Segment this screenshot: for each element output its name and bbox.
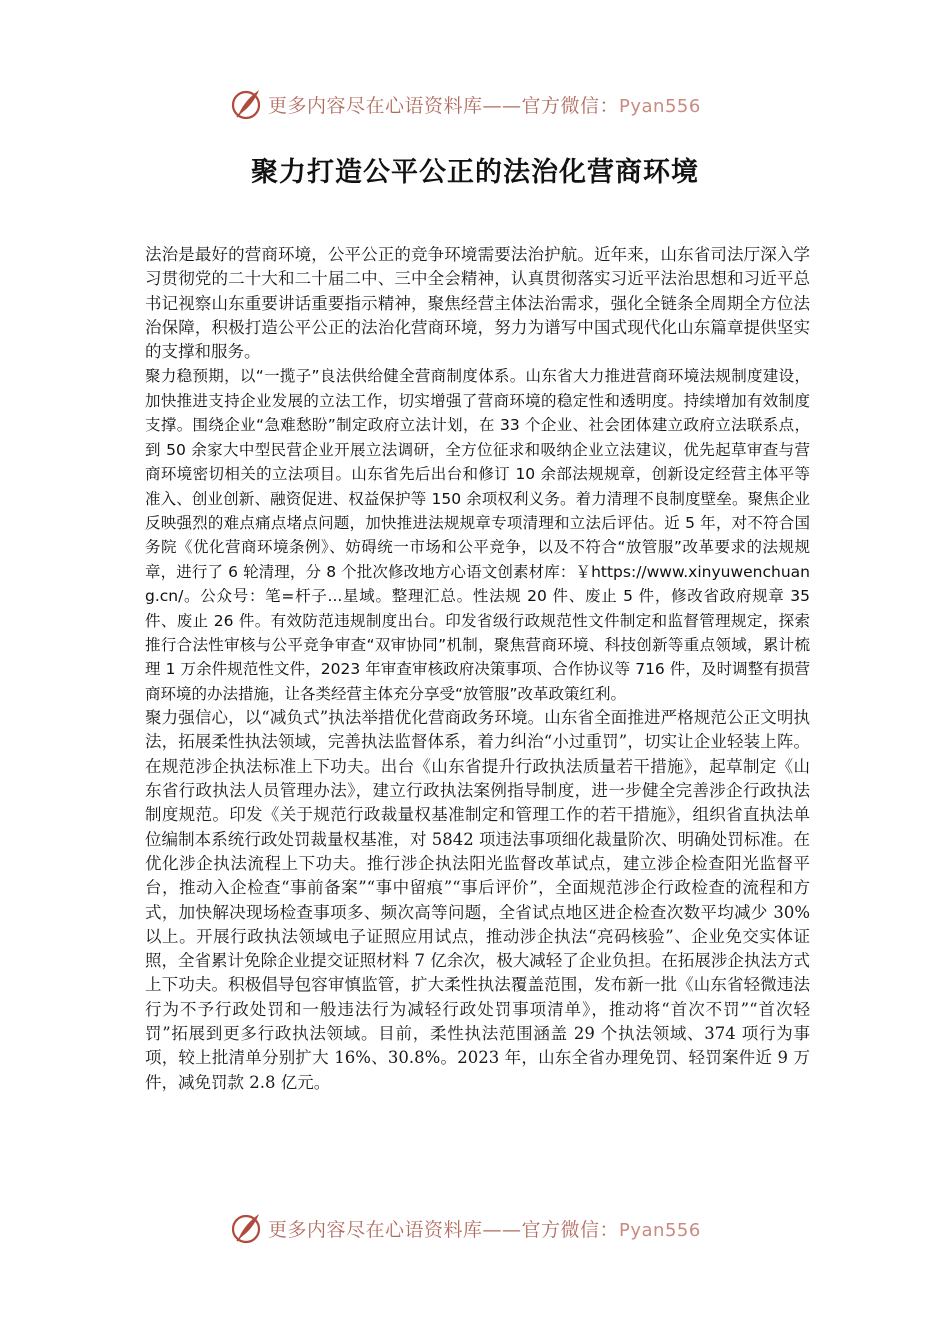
paragraph-intro: 法治是最好的营商环境，公平公正的竞争环境需要法治护航。近年来，山东省司法厅深入学习贯彻党的二十大和二十届二中、三中全会精神，认真贯彻落实习近平法治思想和习近平总书记视察山东重要讲话重要指示精神，聚焦经营主体法治需求，强化全链条全周期全方位法治保障，积极打造公平公正的法治化营商环境，努力为谱写中国式现代化山东篇章提供坚实的支撑和服务。 xyxy=(145,245,810,362)
watermark-text: 更多内容尽在心语资料库——官方微信：Pyan556 xyxy=(268,1218,701,1241)
watermark-banner-top xyxy=(228,84,701,124)
watermark-banner-bottom xyxy=(228,1208,701,1248)
paragraph-confidence: 聚力强信心，以“减负式”执法举措优化营商政务环境。山东省全面推进严格规范公正文明执法，拓展柔性执法领域，完善执法监督体系，着力纠治“小过重罚”，切实让企业轻装上阵。在规范涉企执法标准上下功夫。出台《山东省提升行政执法质量若干措施》，起草制定《山东省行政执法人员管理办法》，建立行政执法案例指导制度，进一步健全完善涉企行政执法制度规范。印发《关于规范行政裁量权基准制定和管理工作的若干措施》，组织省直执法单位编制本系统行政处罚裁量权基准，对 5842 项违法事项细化裁量阶次、明确处罚标准。在优化涉企执法流程上下功夫。推行涉企执法阳光监督改革试点，建立涉企检查阳光监督平台，推动入企检查“事前备案”“事中留痕”“事后评价”，全面规范涉企行政检查的流程和方式，加快解决现场检查事项多、频次高等问题，全省试点地区进企检查次数平均减少 30%以上。开展行政执法领域电子证照应用试点，推动涉企执法“亮码核验”、企业免交实体证照，全省累计免除企业提交证照材料 7 亿余次，极大减轻了企业负担。在拓展涉企执法方式上下功夫。积极倡导包容审慎监管，扩大柔性执法覆盖范围，发布新一批《山东省轻微违法行为不予行政处罚和一般违法行为减轻行政处罚事项清单》，推动将“首次不罚”“首次轻罚”拓展到更多行政执法领域。目前，柔性执法范围涵盖 29 个执法领域、374 项行为事项，较上批清单分别扩大 16%、30.8%。2023 年，山东全省办理免罚、轻罚案件近 9 万件，减免罚款 2.8 亿元。 xyxy=(145,708,810,1092)
paragraph-stable-expectations: 聚力稳预期，以“一揽子”良法供给健全营商制度体系。山东省大力推进营商环境法规制度建设，加快推进支持企业发展的立法工作，切实增强了营商环境的稳定性和透明度。持续增加有效制度支撑。围绕企业“急难愁盼”制定政府立法计划，在 33 个企业、社会团体建立政府立法联系点，到 50 余家大中型民营企业开展立法调研，全方位征求和吸纳企业立法建议，优先起草审查与营商环境密切相关的立法项目。山东省先后出台和修订 10 余部法规规章，创新设定经营主体平等准入、创业创新、融资促进、权益保护等 150 余项权利义务。着力清理不良制度壁垒。聚焦企业反映强烈的难点痛点堵点问题，加快推进法规规章专项清理和立法后评估。近 5 年，对不符合国务院《优化营商环境条例》、妨碍统一市场和公平竞争，以及不符合“放管服”改革要求的法规规章，进行了 6 轮清理，分 8 个批次修改地方心语文创素材库：￥https://www.xinyuwenchuang.cn/。公众号：笔=杆子...星域。整理汇总。性法规 20 件、废止 5 件，修改省政府规章 35 件、废止 26 件。有效防范违规制度出台。印发省级行政规范性文件制定和监督管理规定，探索推行合法性审核与公平竞争审查“双审协同”机制，聚焦营商环境、科技创新等重点领域，累计梳理 1 万余件规范性文件，2023 年审查审核政府决策事项、合作协议等 716 件，及时调整有损营商环境的办法措施，让各类经营主体充分享受“放管服”改革政策红利。 xyxy=(145,367,810,703)
watermark-text: 更多内容尽在心语资料库——官方微信：Pyan556 xyxy=(268,94,701,117)
feather-quill-logo-icon xyxy=(228,1210,264,1246)
watermark-handle: Pyan556 xyxy=(619,1219,701,1241)
document-body xyxy=(145,243,810,1095)
watermark-handle: Pyan556 xyxy=(619,95,701,117)
feather-quill-logo-icon xyxy=(228,86,264,122)
document-title: 聚力打造公平公正的法治化营商环境 xyxy=(251,157,699,188)
